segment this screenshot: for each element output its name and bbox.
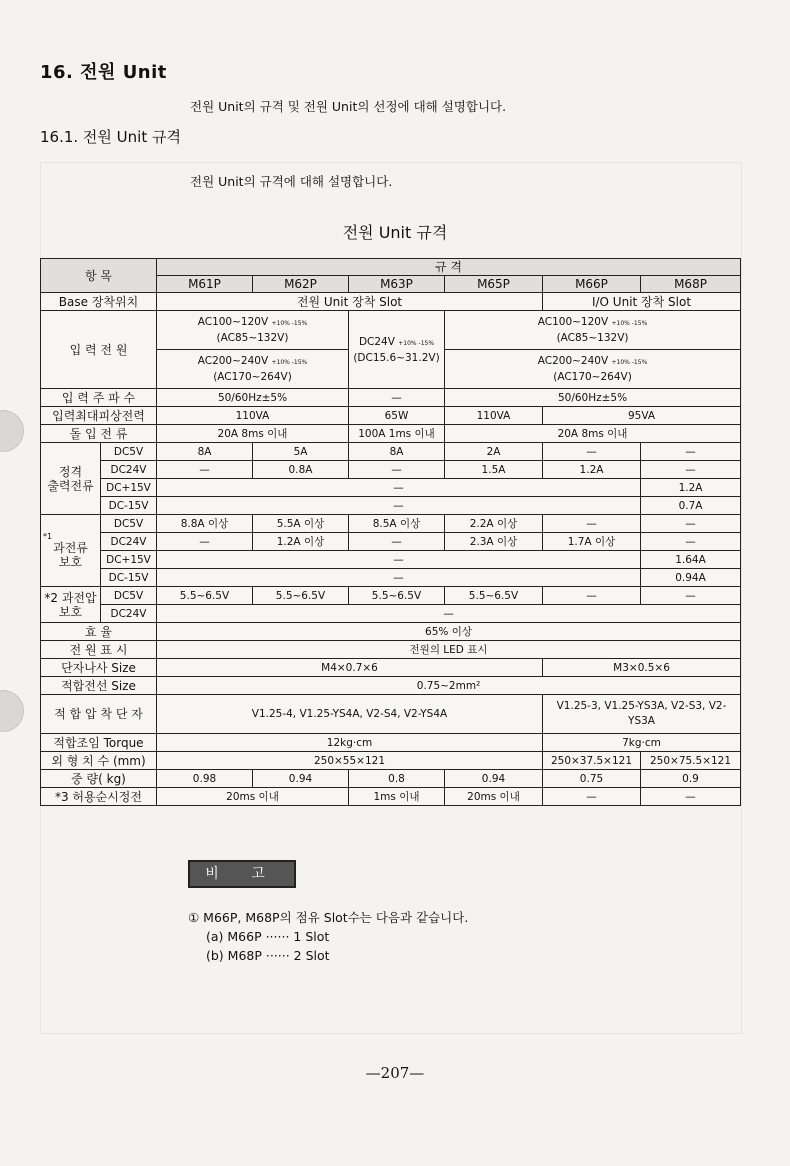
note-line: (b) M68P ······ 2 Slot [206,948,330,963]
table-row [41,752,741,770]
table-row [41,461,741,479]
footnote-mark: *1 [43,531,53,541]
table-row [41,677,741,695]
model-m65p: M65P [445,276,543,293]
table-title: 전원 Unit 규격 [342,223,448,242]
cell: 0.94A [641,569,741,587]
cell: 0.94 [445,770,543,788]
group-label [41,515,101,587]
cell: 110VA [445,407,543,425]
table-row [41,587,741,605]
note-line: (a) M66P ······ 1 Slot [206,929,330,944]
cell: 5.5~6.5V [157,587,253,605]
cell: 5.5~6.5V [253,587,349,605]
cell: 1ms 이내 [349,788,445,806]
cell: — [349,389,445,407]
row-label: Base 장착위치 [41,293,157,311]
sub-label: DC5V [101,515,157,533]
cell: — [157,605,741,623]
row-label: 입력최대피상전력 [41,407,157,425]
cell: 5.5~6.5V [445,587,543,605]
row-label: 중 량( kg) [41,770,157,788]
cell: 0.7A [641,497,741,515]
header-spec: 규 격 [157,259,741,276]
cell: 전원의 LED 표시 [157,641,741,659]
cell: 1.2A 이상 [253,533,349,551]
table-row [41,497,741,515]
group-label-line: 정격 [58,464,83,479]
cell: — [157,497,641,515]
cell: — [349,533,445,551]
cell: 2.3A 이상 [445,533,543,551]
cell: 250×55×121 [157,752,543,770]
cell: 7kg·cm [543,734,741,752]
section-heading: 16. 전원 Unit [40,62,167,83]
table-row [41,695,741,734]
cell: 0.75 [543,770,641,788]
cell: 0.98 [157,770,253,788]
binder-hole [0,410,24,452]
row-label: 외 형 치 수 (mm) [41,752,157,770]
cell [445,311,741,350]
sub-label: DC5V [101,443,157,461]
row-label: *3 허용순시정전 [41,788,157,806]
row-label: 적합조임 Torque [41,734,157,752]
binder-hole [0,690,24,732]
cell-text: AC100~120V [537,316,609,328]
cell: 20ms 이내 [445,788,543,806]
sub-label: DC24V [101,533,157,551]
cell: 50/60Hz±5% [157,389,349,407]
cell: 1.2A [543,461,641,479]
table-row [41,311,741,350]
tolerance: +10% -15% [271,359,308,366]
sub-label: DC+15V [101,551,157,569]
cell: 5.5~6.5V [349,587,445,605]
cell: — [641,515,741,533]
cell: — [157,461,253,479]
cell: 12kg·cm [157,734,543,752]
cell: 0.8A [253,461,349,479]
cell: — [543,587,641,605]
cell: 1.5A [445,461,543,479]
cell: — [641,461,741,479]
section-intro: 전원 Unit의 규격 및 전원 Unit의 선정에 대해 설명합니다. [190,99,507,114]
cell: — [641,587,741,605]
model-m61p: M61P [157,276,253,293]
group-label-line: 출력전류 [47,478,94,493]
sub-label: DC24V [101,605,157,623]
header-item: 항 목 [41,259,157,293]
table-row [41,443,741,461]
cell: — [543,788,641,806]
cell: 0.94 [253,770,349,788]
cell: 65W [349,407,445,425]
cell: 5A [253,443,349,461]
cell-text: DC24V [358,335,395,348]
table-row [41,569,741,587]
table-row [41,551,741,569]
cell: — [543,443,641,461]
table-row [41,479,741,497]
tolerance: +10% -15% [398,339,435,347]
cell: — [641,533,741,551]
cell: M3×0.5×6 [543,659,741,677]
cell: — [543,515,641,533]
group-label-line: 보호 [58,554,83,569]
cell: 65% 이상 [157,623,741,641]
cell: 20ms 이내 [157,788,349,806]
cell-text: AC200~240V [537,355,609,367]
cell: 0.75~2mm² [157,677,741,695]
table-row [41,605,741,623]
cell [445,350,741,389]
tolerance: +10% -15% [611,359,648,366]
cell: I/O Unit 장착 Slot [543,293,741,311]
cell: — [641,443,741,461]
row-label: 단자나사 Size [41,659,157,677]
cell: 2A [445,443,543,461]
cell: 1.7A 이상 [543,533,641,551]
cell: 20A 8ms 이내 [445,425,741,443]
cell: 2.2A 이상 [445,515,543,533]
header-row [41,259,741,276]
cell: — [157,551,641,569]
subsection-heading: 16.1. 전원 Unit 규격 [40,128,181,146]
table-row [41,293,741,311]
cell: 250×75.5×121 [641,752,741,770]
cell: 0.8 [349,770,445,788]
table-row [41,515,741,533]
cell: 50/60Hz±5% [445,389,741,407]
cell: 1.2A [641,479,741,497]
table-row [41,389,741,407]
cell [157,350,349,389]
sub-label: DC+15V [101,479,157,497]
cell-text: (AC85~132V) [556,332,629,344]
row-label: 입 력 주 파 수 [41,389,157,407]
note-heading: 비 고 [188,860,296,888]
cell: — [641,788,741,806]
note-line: ① M66P, M68P의 점유 Slot수는 다음과 같습니다. [188,910,469,925]
cell: 전원 Unit 장착 Slot [157,293,543,311]
cell: 95VA [543,407,741,425]
table-row [41,533,741,551]
group-label [41,587,101,623]
sub-label: DC5V [101,587,157,605]
cell-text: (AC170~264V) [553,371,632,383]
group-label-line: 과전류 [53,540,88,555]
cell: — [157,479,641,497]
table-row [41,770,741,788]
cell: V1.25-3, V1.25-YS3A, V2-S3, V2-YS3A [543,695,741,734]
row-label: 입 력 전 원 [41,311,157,389]
cell [349,311,445,389]
tolerance: +10% -15% [271,320,308,327]
cell: — [157,533,253,551]
group-label-line: 보호 [58,604,83,619]
table-row [41,659,741,677]
tolerance: +10% -15% [611,320,648,327]
table-row [41,425,741,443]
cell-text: AC100~120V [197,316,269,328]
cell: 0.9 [641,770,741,788]
sub-label: DC-15V [101,569,157,587]
cell-text: (DC15.6~31.2V) [353,351,440,364]
cell: 1.64A [641,551,741,569]
cell: 8A [349,443,445,461]
note-body [188,908,468,965]
row-label: 적 합 압 착 단 자 [41,695,157,734]
row-label: 전 원 표 시 [41,641,157,659]
table-row [41,734,741,752]
table-row [41,407,741,425]
row-label: 적합전선 Size [41,677,157,695]
cell: 20A 8ms 이내 [157,425,349,443]
group-label-line: *2 과전압 [44,590,97,605]
sub-label: DC24V [101,461,157,479]
cell: 8A [157,443,253,461]
cell: M4×0.7×6 [157,659,543,677]
row-label: 효 율 [41,623,157,641]
spec-table [40,258,741,806]
cell: 5.5A 이상 [253,515,349,533]
model-m68p: M68P [641,276,741,293]
cell: 250×37.5×121 [543,752,641,770]
cell: — [349,461,445,479]
model-m62p: M62P [253,276,349,293]
cell: — [157,569,641,587]
cell-text: (AC170~264V) [213,371,292,383]
table-row [41,623,741,641]
table-row [41,641,741,659]
cell: V1.25-4, V1.25-YS4A, V2-S4, V2-YS4A [157,695,543,734]
model-m66p: M66P [543,276,641,293]
subsection-intro: 전원 Unit의 규격에 대해 설명합니다. [190,174,393,189]
cell: 110VA [157,407,349,425]
cell [157,311,349,350]
table-row [41,788,741,806]
row-label: 돌 입 전 류 [41,425,157,443]
page-number: —207— [365,1064,425,1082]
cell-text: (AC85~132V) [216,332,289,344]
sub-label: DC-15V [101,497,157,515]
group-label [41,443,101,515]
cell: 8.8A 이상 [157,515,253,533]
cell-text: AC200~240V [197,355,269,367]
cell: 100A 1ms 이내 [349,425,445,443]
model-m63p: M63P [349,276,445,293]
cell: 8.5A 이상 [349,515,445,533]
